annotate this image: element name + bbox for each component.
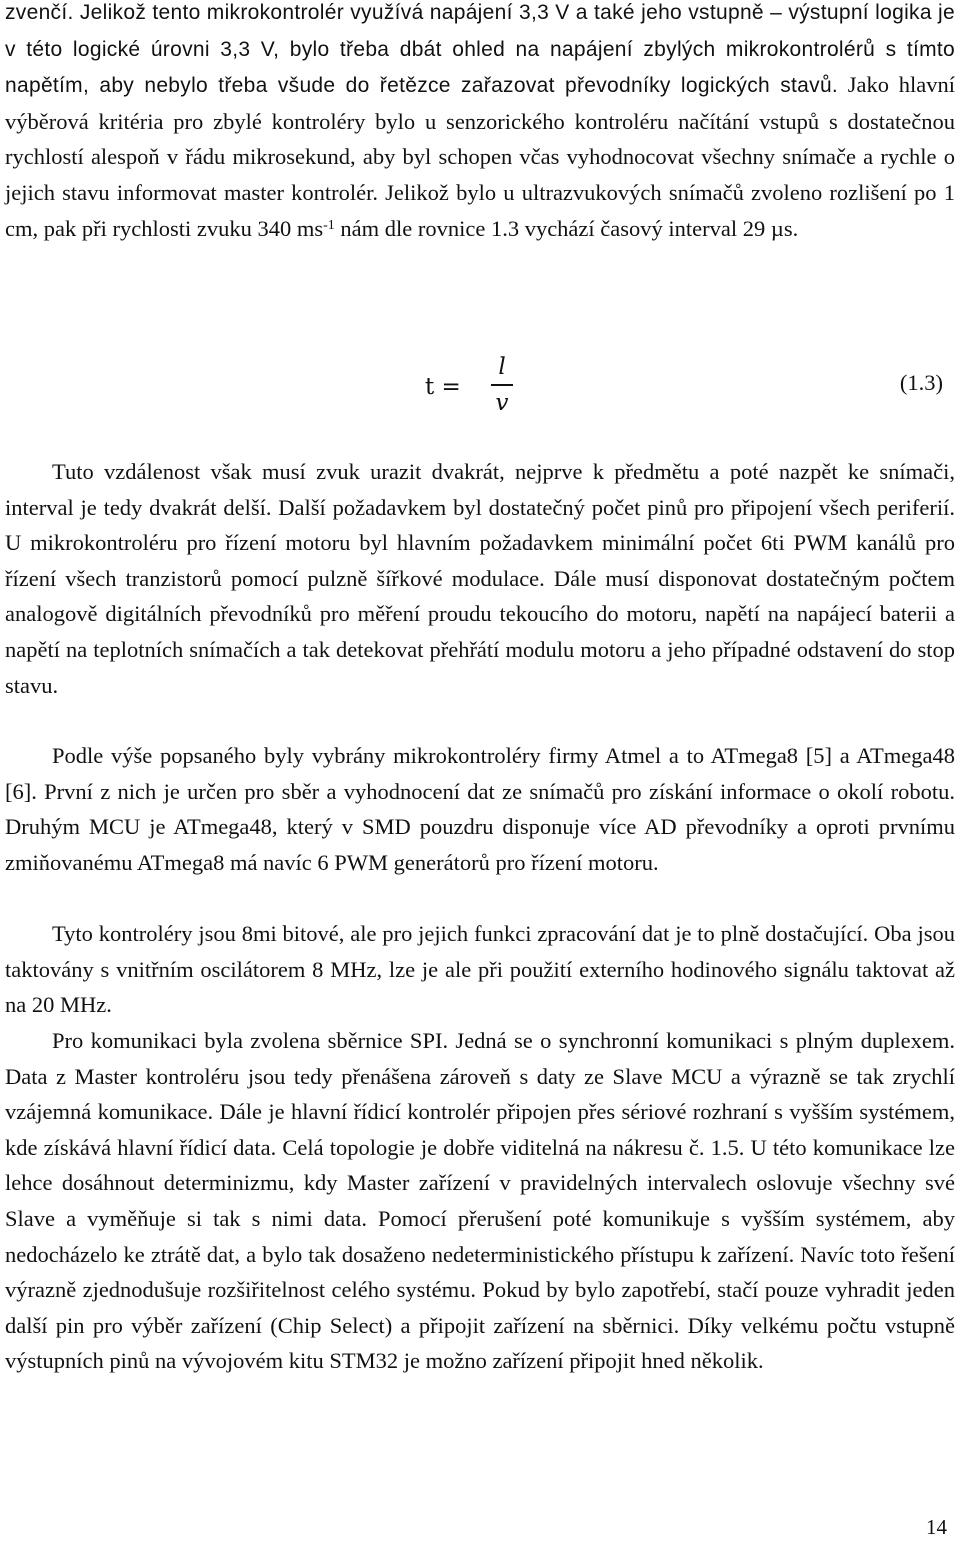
equation-1-3 xyxy=(5,352,955,422)
paragraph-8bit-clock: Tyto kontroléry jsou 8mi bitové, ale pro jejich funkci zpracování dat je to plně dostačující. Oba jsou taktovány s vnitřním oscilátorem 8 MHz, lze je ale při použití externího hodinového signálu taktovat až na 20 MHz. xyxy=(5,921,955,1018)
fraction-numerator: l xyxy=(498,354,506,380)
paragraph-distance-and-pwm: Tuto vzdálenost však musí zvuk urazit dvakrát, nejprve k předmětu a poté nazpět ke snímači, interval je tedy dvakrát delší. Další požadavkem byl dostatečný počet pinů pro připojení všech periferií. U mikrokontroléru pro řízení motoru byl hlavním požadavkem minimální počet 6ti PWM kanálů pro řízení všech tranzistorů pomocí pulzně šířkové modulace. Dále musí disponovat dostatečným počtem analogově digitálních převodníků pro měření proudu tekoucího do motoru, napětí na napájecí baterii a napětí na teplotních snímačích a tak detekovat přehřátí modulu motoru a jeho případné odstavení do stop stavu. xyxy=(5,459,955,698)
fraction-bar xyxy=(491,384,513,386)
paragraph-voltage-and-sensor-requirements xyxy=(5,0,955,246)
page-number: 14 xyxy=(926,1515,947,1539)
paragraph-sans-run: zvenčí. Jelikož tento mikrokontrolér využívá napájení 3,3 V a také jeho vstupně – výstupní logika je v této logické úrovni 3,3 V, bylo třeba dbát ohled na napájení zbylých mikrokontrolérů s tímto napětím, aby nebylo třeba všude do řetězce zařazovat převodníky logických stavů. xyxy=(5,1,955,98)
equation-fraction xyxy=(487,352,517,418)
equation-number: (1.3) xyxy=(899,370,943,395)
paragraph-serif-run: Jako hlavní výběrová kritéria pro zbylé kontroléry bylo u senzorického kontroléru načítání vstupů s dostatečnou rychlostí alespoň v řádu mikrosekund, aby byl schopen včas vyhodnocovat všechny snímače a rychle o jejich stavu informovat master kontrolér. Jelikož bylo u ultrazvukových snímačů zvoleno rozlišení po 1 cm, pak při rychlosti zvuku 340 ms xyxy=(5,72,956,241)
paragraph-serif-run-end: nám dle rovnice 1.3 vychází časový interval 29 µs. xyxy=(334,215,799,241)
exponent-superscript: -1 xyxy=(323,217,335,233)
fraction-denominator: v xyxy=(495,390,509,416)
paragraph-spi-communication: Pro komunikaci byla zvolena sběrnice SPI. Jedná se o synchronní komunikaci s plným duplexem. Data z Master kontroléru jsou tedy přenášena zároveň s daty ze Slave MCU a výrazně se tak zrychlí vzájemná komunikace. Dále je hlavní řídicí kontrolér připojen přes sériové rozhraní s vyšším systémem, kde získává hlavní řídicí data. Celá topologie je dobře viditelná na nákresu č. 1.5. U této komunikace lze lehce dosáhnout determinizmu, kdy Master zařízení v pravidelných intervalech oslovuje všechny své Slave a vyměňuje si tak s nimi data. Pomocí přerušení poté komunikuje s vyšším systémem, aby nedocházelo ke ztrátě dat, a bylo tak dosaženo nedeterministického přístupu k zařízení. Navíc toto řešení výrazně zjednodušuje rozšiřitelnost celého systému. Pokud by bylo zapotřebí, stačí pouze vyhradit jeden další pin pro výběr zařízení (Chip Select) a připojit zařízení na sběrnici. Díky velkému počtu vstupně výstupních pinů na vývojovém kitu STM32 je možno zařízení připojit hned několik. xyxy=(5,1028,955,1374)
paragraph-atmel-selection: Podle výše popsaného byly vybrány mikrokontroléry firmy Atmel a to ATmega8 [5] a ATmega48 [6]. První z nich je určen pro sběr a vyhodnocení dat ze snímačů pro získání informace o okolí robotu. Druhým MCU je ATmega48, který v SMD pouzdru disponuje více AD převodníky a oproti prvnímu zmiňovanému ATmega8 má navíc 6 PWM generátorů pro řízení motoru. xyxy=(5,743,955,875)
document-page xyxy=(5,0,955,1554)
equation-lhs: t = xyxy=(425,374,461,400)
